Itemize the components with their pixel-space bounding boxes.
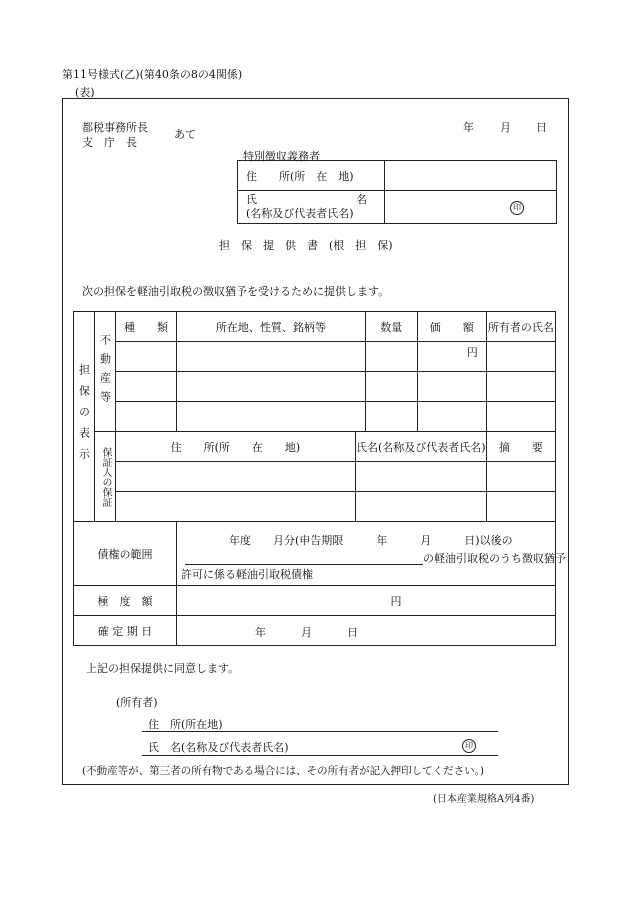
owner-address-line[interactable]	[142, 731, 498, 732]
intro-text: 次の担保を軽油引取税の徴収猶予を受けるために提供します。	[82, 285, 390, 298]
owner-cell[interactable]	[486, 402, 555, 432]
owner-cell[interactable]	[486, 372, 555, 402]
consent-text: 上記の担保提供に同意します。	[86, 662, 240, 675]
addressee-line1: 都税事務所長	[82, 121, 148, 134]
addressee-line2: 支 庁 長	[82, 136, 137, 149]
fixed-date-field[interactable]	[177, 616, 556, 646]
guarantor-address-cell[interactable]	[116, 462, 356, 492]
table-row	[74, 372, 556, 402]
table-row	[74, 492, 556, 522]
owner-name-line[interactable]	[142, 755, 498, 756]
fixed-date-label: 確 定 期 日	[74, 616, 177, 646]
value-cell[interactable]	[417, 402, 486, 432]
guarantor-name-cell[interactable]	[355, 462, 486, 492]
max-amount-label: 極 度 額	[74, 586, 177, 616]
col-location: 所在地、性質、銘柄等	[177, 312, 366, 342]
fixed-date-year: 年	[255, 626, 266, 639]
g-col-name: 氏名(名称及び代表者氏名)	[355, 432, 486, 462]
col-type: 種 類	[116, 312, 177, 342]
type-cell[interactable]	[116, 342, 177, 372]
max-amount-unit: 円	[390, 594, 402, 608]
obligor-name-field[interactable]	[385, 191, 557, 224]
claim-scope-field[interactable]	[177, 522, 566, 586]
quantity-cell[interactable]	[365, 402, 417, 432]
guarantor-label: 保証人の保証	[95, 432, 116, 522]
document-title: 担 保 提 供 書 (根 担 保)	[219, 239, 393, 252]
g-col-remarks: 摘 要	[486, 432, 555, 462]
location-cell[interactable]	[177, 402, 366, 432]
claim-scope-line2: の軽油引取税のうち徴収猶予	[423, 552, 566, 565]
date-year: 年	[463, 121, 474, 134]
guarantor-name-cell[interactable]	[355, 492, 486, 522]
obligor-name-label-1: 氏 名	[246, 193, 367, 206]
date-day: 日	[536, 121, 547, 134]
owner-address-label: 住 所(所在地)	[148, 718, 223, 731]
date-month: 月	[500, 121, 511, 134]
obligor-table	[237, 160, 557, 224]
side-label: (表)	[75, 86, 95, 99]
table-row	[74, 402, 556, 432]
g-col-address: 住 所(所 在 地)	[116, 432, 356, 462]
location-cell[interactable]	[177, 372, 366, 402]
col-value: 価 額	[417, 312, 486, 342]
obligor-heading: 特別徴収義務者	[243, 150, 320, 163]
owner-heading: (所有者)	[116, 696, 158, 709]
collateral-section-label: 担保の表示	[74, 312, 95, 522]
quantity-cell[interactable]	[365, 372, 417, 402]
location-cell[interactable]	[177, 342, 366, 372]
type-cell[interactable]	[116, 402, 177, 432]
yen-unit: 円	[466, 346, 478, 359]
claim-scope-line3: 許可に係る軽油引取税債権	[181, 568, 313, 581]
max-amount-field[interactable]	[177, 586, 556, 616]
obligor-seal-icon: 印	[510, 201, 524, 215]
fixed-date-month: 月	[301, 626, 312, 639]
obligor-address-label: 住 所(所 在 地)	[238, 161, 385, 191]
obligor-address-field[interactable]	[385, 161, 557, 191]
collateral-table	[73, 311, 566, 646]
claim-scope-label: 債権の範囲	[74, 522, 177, 586]
value-cell[interactable]	[417, 342, 486, 372]
addressee-suffix: あて	[174, 128, 196, 141]
owner-seal-icon: 印	[462, 739, 476, 753]
obligor-name-label-2: (名称及び代表者氏名)	[246, 207, 354, 220]
quantity-cell[interactable]	[365, 342, 417, 372]
owner-cell[interactable]	[486, 342, 555, 372]
claim-scope-underline	[185, 564, 423, 565]
footnote: (不動産等が、第三者の所有物である場合には、その所有者が記入押印してください。)	[82, 765, 484, 777]
col-quantity: 数量	[365, 312, 417, 342]
col-owner: 所有者の氏名	[486, 312, 555, 342]
guarantor-remarks-cell[interactable]	[486, 462, 555, 492]
claim-scope-line1: 年度 月分(申告期限 年 月 日)以後の	[229, 534, 513, 547]
type-cell[interactable]	[116, 372, 177, 402]
value-cell[interactable]	[417, 372, 486, 402]
form-id: 第11号様式(乙)(第40条の8の4関係)	[62, 68, 243, 81]
standard-note: (日本産業規格A列4番)	[433, 794, 535, 805]
fixed-date-day: 日	[347, 626, 358, 639]
table-row	[74, 342, 556, 372]
guarantor-address-cell[interactable]	[116, 492, 356, 522]
table-row	[74, 462, 556, 492]
owner-name-label: 氏 名(名称及び代表者氏名)	[148, 741, 289, 754]
guarantor-remarks-cell[interactable]	[486, 492, 555, 522]
real-estate-label: 不動産等	[95, 312, 116, 432]
